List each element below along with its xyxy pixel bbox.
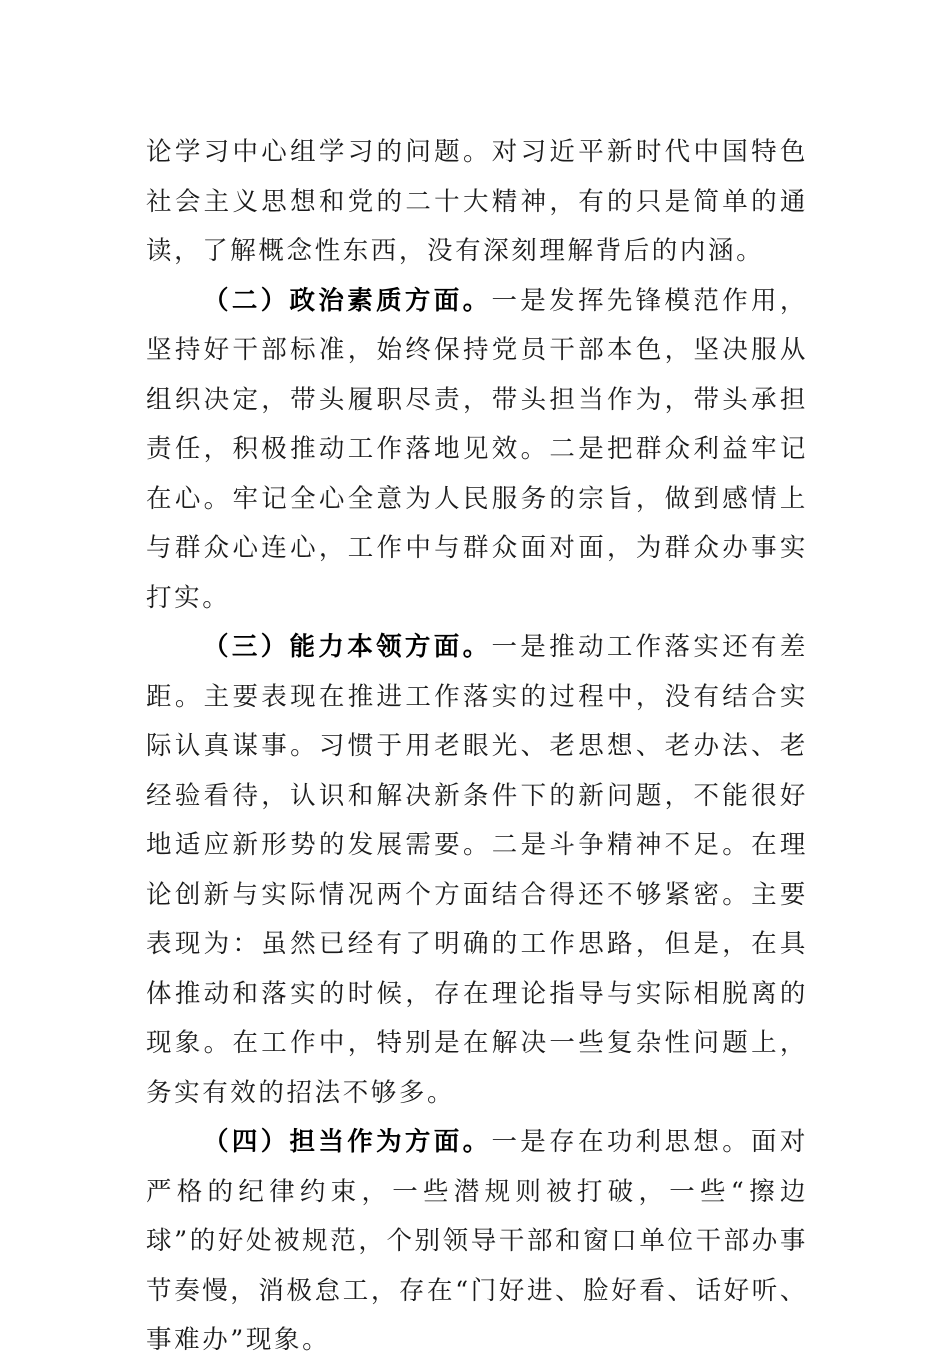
section-heading: （四）担当作为方面。 xyxy=(203,1127,492,1157)
paragraph-text: 一是推动工作落实还有差距。主要表现在推进工作落实的过程中，没有结合实际认真谋事。习惯于用老眼光、老思想、老办法、老经验看待，认识和解决新条件下的新问题，不能很好地适应新形势的发展需要。二是斗争精神不足。在理论创新与实际情况两个方面结合得还不够紧密。主要表现为：虽然已经有了明确的工作思路，但是，在具体推动和落实的时候，存在理论指导与实际相脱离的现象。在工作中，特别是在解决一些复杂性问题上，务实有效的招法不够多。 xyxy=(146,632,808,1108)
paragraph-political-quality xyxy=(146,277,808,624)
paragraph-continuation xyxy=(146,128,808,277)
paragraph-text: 论学习中心组学习的问题。对习近平新时代中国特色社会主义思想和党的二十大精神，有的只是简单的通读，了解概念性东西，没有深刻理解背后的内涵。 xyxy=(146,137,808,266)
paragraph-text: 一是发挥先锋模范作用，坚持好干部标准，始终保持党员干部本色，坚决服从组织决定，带头履职尽责，带头担当作为，带头承担责任，积极推动工作落地见效。二是把群众利益牢记在心。牢记全心全意为人民服务的宗旨，做到感情上与群众心连心，工作中与群众面对面，为群众办事实打实。 xyxy=(146,285,808,613)
section-heading: （三）能力本领方面。 xyxy=(203,632,492,662)
document-body xyxy=(146,128,808,1366)
paragraph-responsibility xyxy=(146,1118,808,1366)
paragraph-ability xyxy=(146,623,808,1118)
section-heading: （二）政治素质方面。 xyxy=(203,285,492,316)
paragraph-text: 一是存在功利思想。面对严格的纪律约束，一些潜规则被打破，一些“擦边球”的好处被规范，个别领导干部和窗口单位干部办事节奏慢，消极怠工，存在“门好进、脸好看、话好听、事难办”现象。 xyxy=(146,1127,808,1355)
